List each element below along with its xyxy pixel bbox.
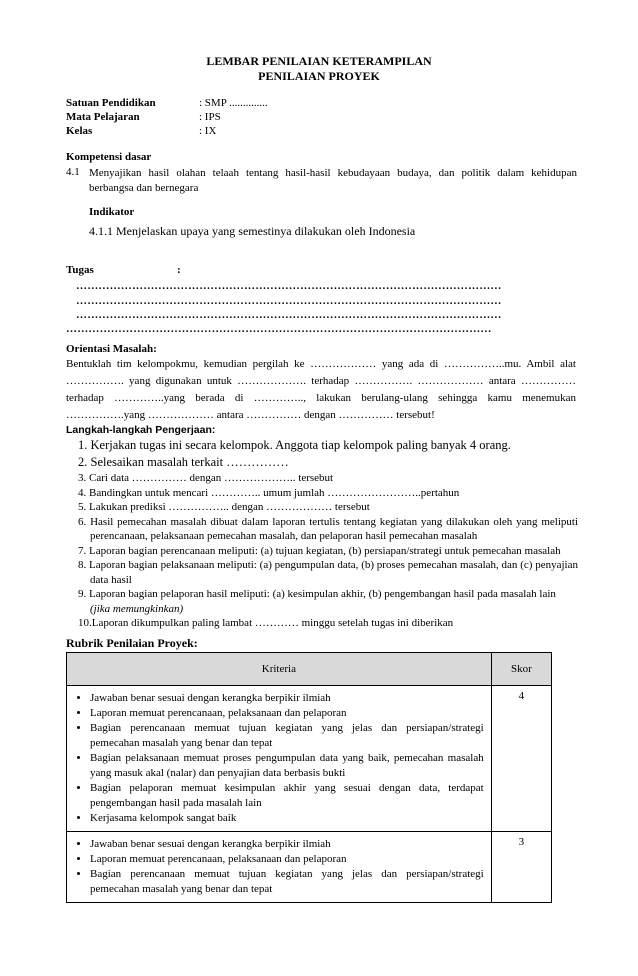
rubric-criteria-cell (67, 832, 492, 903)
identity-value-satuan: : SMP .............. (199, 97, 268, 109)
step-note-italic: (jika memungkinkan) (90, 602, 184, 615)
step-item: 3. Cari data …………… dengan ……………….. tersebut (78, 472, 334, 484)
criteria-item: • Bagian perencanaan memuat tujuan kegiatan yang jelas dan persiapan/strategi pemecahan masalah yang benar dan tepat (90, 867, 490, 897)
column-header-kriteria: Kriteria (67, 653, 492, 686)
criteria-item: • Bagian pelaksanaan memuat proses pengumpulan data yang baik, pemecahan masalah yang masuk akal (nalar) dan penyajian data berbasis bukti (90, 751, 490, 781)
tugas-line-4: …………………………………………………………………………………………………… (66, 323, 492, 335)
identity-label-satuan: Satuan Pendidikan (66, 97, 156, 109)
identity-value-mapel: : IPS (199, 111, 221, 123)
identity-label-kelas: Kelas (66, 125, 93, 137)
kompetensi-text: Menyajikan hasil olahan telaah tentang hasil-hasil kebudayaan budaya, dan politik dalam kehidupan (89, 167, 577, 179)
criteria-item: • Bagian pelaporan memuat kesimpulan akhir yang sesuai dengan data, terdapat pengembangan hasil pada masalah lain (90, 781, 490, 811)
step-item: 7. Laporan bagian perencanaan meliputi: (a) tujuan kegiatan, (b) persiapan/strategi untuk pemecahan masalah (78, 544, 561, 557)
step-item: 5. Lakukan prediksi …………….. dengan ……………… tersebut (78, 501, 370, 513)
indikator-text: 4.1.1 Menjelaskan upaya yang semestinya dilakukan oleh Indonesia (89, 224, 416, 238)
step-item: 1. Kerjakan tugas ini secara kelompok. Anggota tiap kelompok paling banyak 4 orang. (78, 438, 511, 452)
criteria-item: • Kerjasama kelompok sangat baik (90, 811, 490, 826)
criteria-item: • Laporan memuat perencanaan, pelaksanaan dan pelaporan (90, 706, 490, 721)
criteria-item: • Jawaban benar sesuai dengan kerangka berpikir ilmiah (90, 837, 490, 852)
identity-label-mapel: Mata Pelajaran (66, 111, 140, 123)
document-title: LEMBAR PENILAIAN KETERAMPILAN (206, 54, 432, 68)
rubric-row (67, 686, 552, 832)
tugas-line-1: …………………………………………………………………………………………………… (76, 280, 502, 292)
orientasi-heading: Orientasi Masalah: (66, 343, 157, 355)
step-item: 4. Bandingkan untuk mencari ………….. umum jumlah ……………………..pertahun (78, 486, 460, 499)
steps-list (66, 437, 578, 631)
kompetensi-text-cont: berbangsa dan bernegara (89, 182, 199, 194)
criteria-item: • Jawaban benar sesuai dengan kerangka berpikir ilmiah (90, 691, 490, 706)
tugas-label: Tugas (66, 264, 94, 276)
step-item: 2. Selesaikan masalah terkait …………… (78, 455, 289, 469)
kompetensi-heading: Kompetensi dasar (66, 151, 152, 163)
criteria-item: • Laporan memuat perencanaan, pelaksanaan dan pelaporan (90, 852, 490, 867)
criteria-item: • Bagian perencanaan memuat tujuan kegiatan yang jelas dan persiapan/strategi pemecahan masalah yang benar dan tepat (90, 721, 490, 751)
rubric-row (67, 832, 552, 903)
column-header-skor: Skor (491, 653, 551, 686)
identity-value-kelas: : IX (199, 125, 217, 137)
step-item: 9. Laporan bagian pelaporan hasil meliputi: (a) kesimpulan akhir, (b) pengembangan hasil pada masalah lain (78, 588, 556, 600)
kompetensi-number: 4.1 (66, 166, 80, 178)
rubrik-heading: Rubrik Penilaian Proyek: (66, 636, 198, 650)
rubric-criteria-cell (67, 686, 492, 832)
document-subtitle: PENILAIAN PROYEK (258, 69, 380, 83)
tugas-line-3: …………………………………………………………………………………………………… (76, 309, 502, 321)
rubric-header-row (67, 653, 552, 686)
tugas-line-2: …………………………………………………………………………………………………… (76, 295, 502, 307)
step-item: 6. Hasil pemecahan masalah dibuat dalam laporan tertulis tentang kegiatan yang dilakukan oleh yang meliputi perencanaan, pelaksanaan pemecahan masalah, dan pelaporan hasil pemecahan masalah (78, 515, 578, 542)
langkah-heading: Langkah-langkah Pengerjaan: (66, 424, 216, 436)
rubric-table (66, 652, 552, 903)
step-item: 10.Laporan dikumpulkan paling lambat ………… minggu setelah tugas ini diberikan (78, 617, 454, 629)
step-item: 8. Laporan bagian pelaksanaan meliputi: (a) pengumpulan data, (b) proses pemecahan masalah, dan (c) penyajian data hasil (78, 559, 578, 586)
tugas-colon: : (177, 264, 181, 276)
indikator-heading: Indikator (89, 206, 135, 218)
orientasi-text: Bentuklah tim kelompokmu, kemudian pergilah ke ……………… yang ada di ……………..mu. Ambil alat ……………. yang digunakan untuk ………………. terhadap ……………. ……………… antara …………… terhadap …………..yang berada di ………….., lakukan berulang-ulang sehingga kamu menemukan …………….yang ……………… antara …………… dengan …………… tersebut! (66, 358, 576, 421)
rubric-score-cell: 4 (491, 686, 551, 832)
rubric-score-cell: 3 (491, 832, 551, 903)
